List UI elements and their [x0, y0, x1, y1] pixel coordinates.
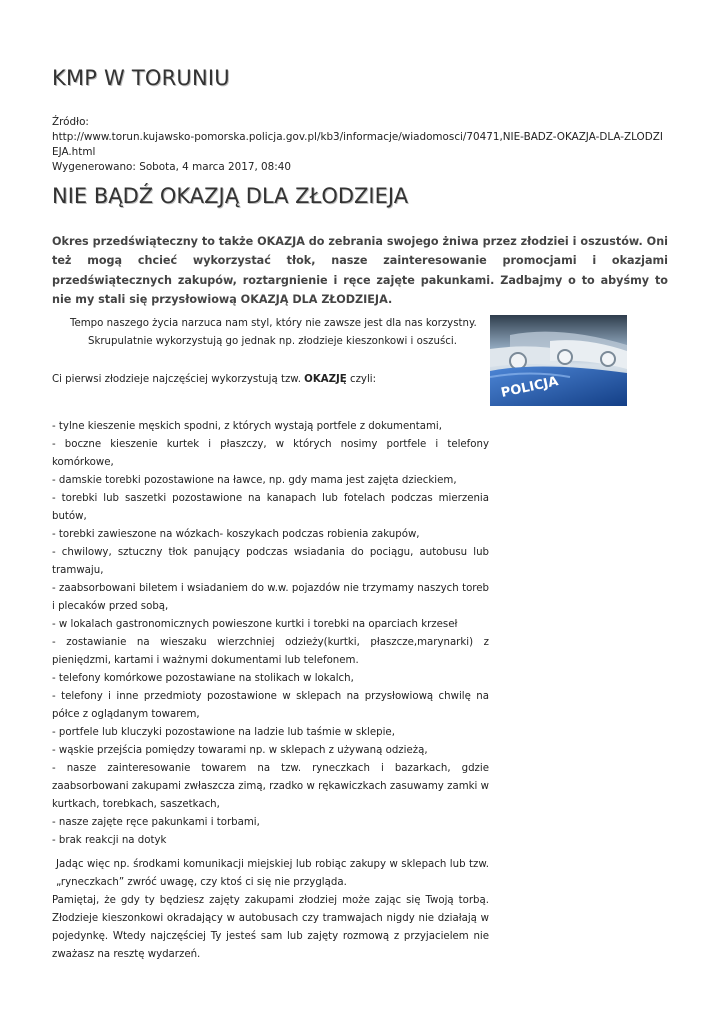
list-item: - torebki lub saszetki pozostawione na kanapach lub fotelach podczas mierzenia butów,	[52, 493, 489, 522]
list-item: - wąskie przejścia pomiędzy towarami np. w sklepach z używaną odzieżą,	[52, 745, 428, 756]
article-lead: Okres przedświąteczny to także OKAZJA do zebrania swojego żniwa przez złodziei i oszustów. Oni też mogą chcieć wykorzystać tłok, nasze zainteresowanie promocjami i okazjami przedświątecznych zakupów, roztargnienie i ręce zajęte pakunkami. Zadbajmy o to abyśmy to nie my stali się przysłowiową OKAZJĄ DLA ZŁODZIEJA.	[52, 235, 668, 306]
list-item: - w lokalach gastronomicznych powieszone kurtki i torebki na oparciach krzeseł	[52, 619, 458, 630]
police-car-label: POLICJA	[499, 374, 560, 401]
list-item: - nasze zainteresowanie towarem na tzw. ryneczkach i bazarkach, gdzie zaabsorbowani zakupami zwłaszcza zimą, rzadko w rękawiczkach zasuwamy zamki w kurtkach, torebkach, saszetkach,	[52, 763, 489, 810]
list-item: - telefony komórkowe pozostawiane na stolikach w lokalch,	[52, 673, 354, 684]
list-item: - torebki zawieszone na wózkach- koszykach podczas robienia zakupów,	[52, 529, 420, 540]
source-url: http://www.torun.kujawsko-pomorska.policja.gov.pl/kb3/informacje/wiadomosci/70471,NIE-BADZ-OKAZJA-DLA-ZLODZIEJA.html	[52, 131, 663, 158]
theft-opportunity-list	[52, 418, 489, 850]
list-item: - portfele lub kluczyki pozostawione na ladzie lub taśmie w sklepie,	[52, 727, 395, 738]
intro-line-3	[52, 371, 482, 389]
intro-line-3-suffix: czyli:	[346, 374, 377, 385]
list-item: - chwilowy, sztuczny tłok panujący podczas wsiadania do pociągu, autobusu lub tramwaju,	[52, 547, 489, 576]
intro-text	[52, 315, 482, 389]
list-item: - brak reakcji na dotyk	[52, 835, 167, 846]
article-title: NIE BĄDŹ OKAZJĄ DLA ZŁODZIEJA	[52, 184, 409, 208]
intro-line-1: Tempo naszego życia narzuca nam styl, który nie zawsze jest dla nas korzystny.	[70, 318, 477, 329]
site-title: KMP W TORUNIU	[52, 66, 230, 90]
source-meta	[52, 115, 668, 175]
closing-text	[52, 856, 489, 964]
list-item: - tylne kieszenie męskich spodni, z których wystają portfele z dokumentami,	[52, 421, 442, 432]
intro-line-2: Skrupulatnie wykorzystują go jednak np. złodzieje kieszonkowi i oszuści.	[88, 336, 457, 347]
list-item: - zaabsorbowani biletem i wsiadaniem do w.w. pojazdów nie trzymamy naszych toreb i plecaków przed sobą,	[52, 583, 489, 612]
list-item: - zostawianie na wieszaku wierzchniej odzieży(kurtki, płaszcze,marynarki) z pieniędzmi, kartami i ważnymi dokumentami lub telefonem.	[52, 637, 489, 666]
generated-date: Wygenerowano: Sobota, 4 marca 2017, 08:40	[52, 161, 291, 173]
list-item: - damskie torebki pozostawione na ławce, np. gdy mama jest zajęta dzieckiem,	[52, 475, 457, 486]
intro-line-3-text: Ci pierwsi złodzieje najczęściej wykorzystują tzw.	[52, 374, 305, 385]
list-item: - nasze zajęte ręce pakunkami i torbami,	[52, 817, 260, 828]
list-item: - boczne kieszenie kurtek i płaszczy, w których nosimy portfele i telefony komórkowe,	[52, 439, 489, 468]
okazje-emphasis: OKAZJĘ	[304, 374, 347, 385]
closing-paragraph-2: Pamiętaj, że gdy ty będziesz zajęty zakupami złodziej może zając się Twoją torbą. Złodzieje kieszonkowi okradający w autobusach czy tramwajach nigdy nie działają w pojedynkę. Wtedy najczęściej Ty jesteś sam lub zajęty rozmową z przyjacielem nie zważasz na resztę wydarzeń.	[52, 895, 489, 960]
police-car-photo	[490, 315, 627, 406]
list-item: - telefony i inne przedmioty pozostawione w sklepach na przysłowiową chwilę na półce z oglądanym towarem,	[52, 691, 489, 720]
closing-paragraph-1: Jadąc więc np. środkami komunikacji miejskiej lub robiąc zakupy w sklepach lub tzw. „ryneczkach” zwróć uwagę, czy ktoś ci się nie przygląda.	[56, 859, 489, 888]
source-label: Źródło:	[52, 116, 89, 128]
police-car-image	[490, 315, 627, 406]
